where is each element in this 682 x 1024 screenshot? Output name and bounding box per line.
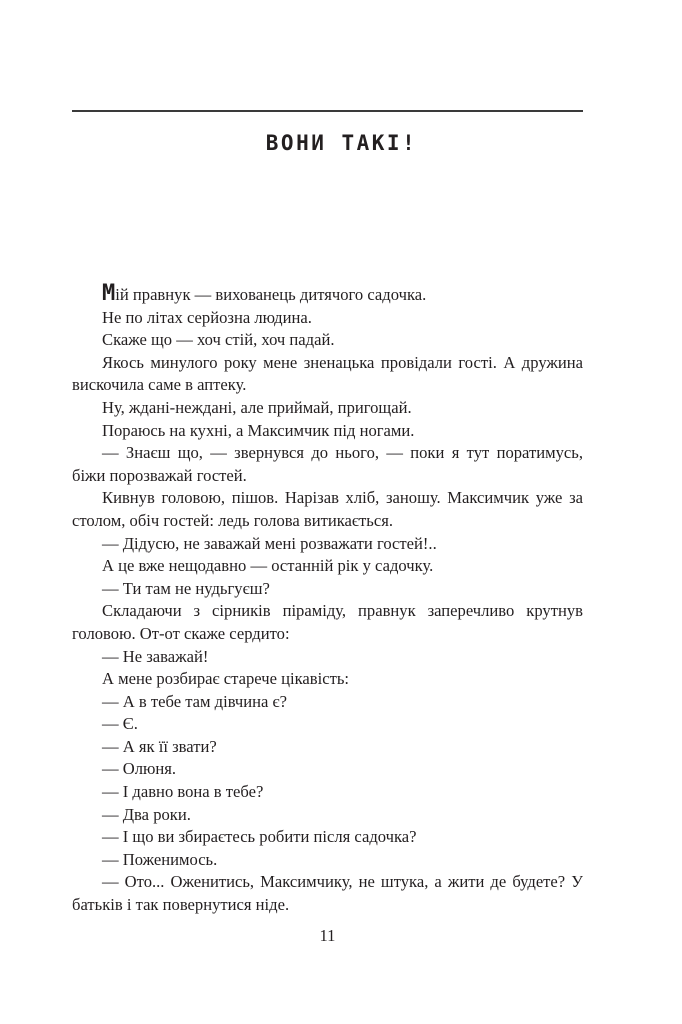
paragraph: — Дідусю, не заважай мені розважати гостей!..: [102, 533, 437, 553]
paragraph: Пораюсь на кухні, а Максимчик під ногами.: [102, 420, 415, 440]
chapter-title: ВОНИ ТАКІ!: [265, 131, 418, 155]
body-text: [72, 281, 583, 917]
paragraph: Ну, ждані-нежданi, але приймай, пригощай.: [102, 397, 412, 417]
drop-cap: М: [102, 281, 116, 306]
paragraph: — Поженимось.: [102, 849, 218, 869]
paragraph: — Знаєш що, — звернувся до нього, — поки я тут поратимусь, біжи порозважай гостей.: [72, 443, 583, 485]
paragraph: — Є.: [102, 714, 138, 734]
paragraph: — Два роки.: [102, 804, 191, 824]
paragraph: — Ти там не нудьгуєш?: [102, 578, 270, 598]
header-rule: [72, 110, 583, 112]
paragraph: — І що ви збираєтесь робити після садочка?: [102, 827, 417, 847]
paragraph: — Ото... Оженитись, Максимчику, не штука, а жити де будете? У батьків і так повернутися ніде.: [72, 872, 583, 915]
paragraph: — Не заважай!: [102, 646, 209, 666]
paragraph: Якось минулого року мене зненацька провідали гості. А дружина вискочила саме в аптеку.: [72, 352, 583, 395]
paragraph: — А як її звати?: [102, 736, 217, 756]
paragraph-text: ій правнук — вихованець дитячого садочка.: [115, 285, 427, 304]
paragraph: — А в тебе там дівчина є?: [102, 691, 288, 711]
paragraph: [72, 281, 583, 307]
paragraph: А мене розбирає старече цікавість:: [102, 669, 349, 689]
paragraph: Кивнув головою, пішов. Нарізав хліб, заношу. Максимчик уже за столом, обіч гостей: ледь голова витикається.: [72, 488, 583, 530]
paragraph: — І давно вона в тебе?: [102, 782, 264, 802]
paragraph: Складаючи з сірників піраміду, правнук заперечливо крутнув головою. От-от скаже сердито:: [72, 601, 583, 643]
paragraph: Скаже що — хоч стій, хоч падай.: [102, 330, 335, 350]
page-number: 11: [319, 926, 336, 945]
paragraph: Не по літах серйозна людина.: [102, 307, 312, 327]
paragraph: — Олюня.: [102, 759, 177, 779]
paragraph: А це вже нещодавно — останній рік у садочку.: [102, 556, 434, 576]
